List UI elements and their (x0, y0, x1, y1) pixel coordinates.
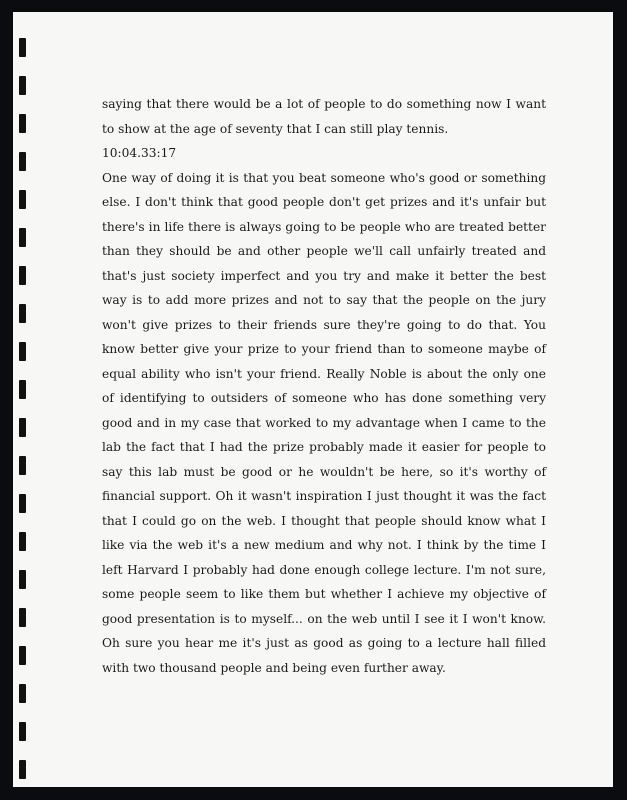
binding-hole (19, 228, 26, 247)
binding-hole (19, 190, 26, 209)
document-page (13, 12, 613, 787)
binding-hole (19, 684, 26, 703)
transcript-body (102, 92, 546, 680)
binding-hole (19, 456, 26, 475)
binding-hole (19, 342, 26, 361)
timestamp: 10:04.33:17 (102, 146, 177, 160)
binding-hole (19, 608, 26, 627)
binding-hole (19, 380, 26, 399)
binding-hole (19, 114, 26, 133)
binding-hole (19, 722, 26, 741)
binding-hole (19, 266, 26, 285)
binding-hole (19, 76, 26, 95)
binding-hole (19, 646, 26, 665)
binding-hole (19, 304, 26, 323)
binding-hole (19, 760, 26, 779)
binding-hole (19, 494, 26, 513)
binding-hole (19, 570, 26, 589)
binding-hole (19, 532, 26, 551)
binding-hole (19, 418, 26, 437)
binding-hole (19, 38, 26, 57)
binding-holes (19, 12, 39, 787)
paragraph-intro: saying that there would be a lot of people to do something now I want to show at the age of seventy that I can still play tennis. (102, 97, 546, 136)
binding-hole (19, 152, 26, 171)
paragraph-main: One way of doing it is that you beat someone who's good or something else. I don't think that good people don't get prizes and it's unfair but there's in life there is always going to be people who are treated better than they should be and other people we'll call unfairly treated and that's just society imperfect and you try and make it better the best way is to add more prizes and not to say that the people on the jury won't give prizes to their friends sure they're going to do that. You know better give your prize to your friend than to someone maybe of equal ability who isn't your friend. Really Noble is about the only one of identifying to outsiders of someone who has done something very good and in my case that worked to my advantage when I came to the lab the fact that I had the prize probably made it easier for people to say this lab must be good or he wouldn't be here, so it's worthy of financial support. Oh it wasn't inspiration I just thought it was the fact that I could go on the web. I thought that people should know what I like via the web it's a new medium and why not. I think by the time I left Harvard I probably had done enough college lecture. I'm not sure, some people seem to like them but whether I achieve my objective of good presentation is to myself... on the web until I see it I won't know. Oh sure you hear me it's just as good as going to a lecture hall filled with two thousand people and being even further away. (102, 170, 546, 675)
